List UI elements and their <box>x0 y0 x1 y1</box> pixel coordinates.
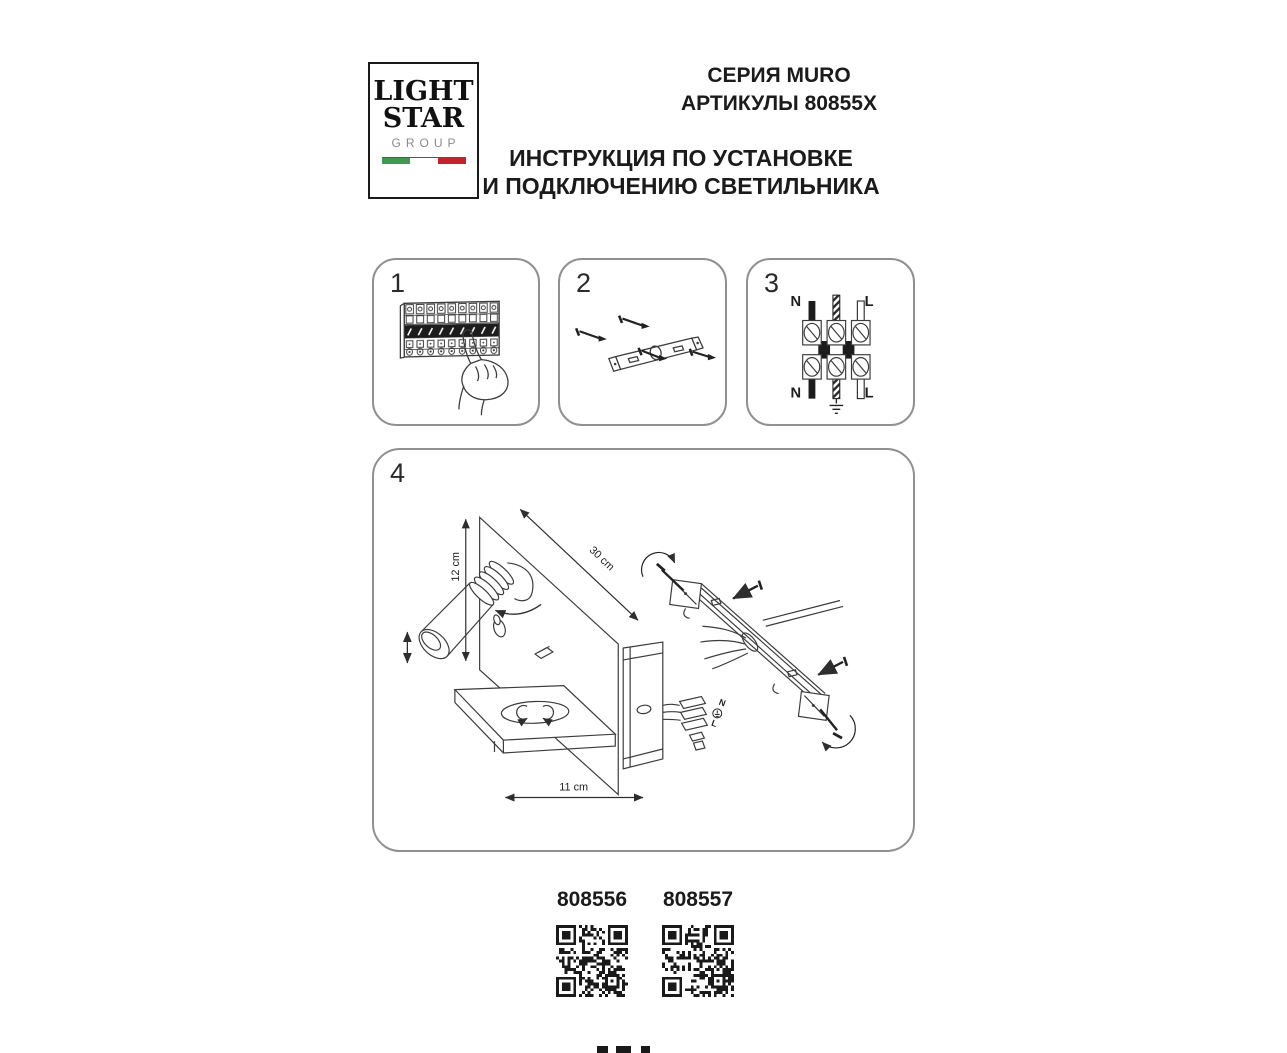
step-1-number: 1 <box>390 268 406 298</box>
screw <box>619 316 648 329</box>
dimension-11cm <box>505 782 643 798</box>
step-4-box <box>372 448 915 852</box>
qr-label-808556: 808556 <box>556 888 628 911</box>
connector-label-l: L <box>710 717 719 730</box>
cut-off-footer-text <box>641 1046 650 1053</box>
articles-title: АРТИКУЛЫ 80855X <box>681 92 877 115</box>
logo-word-star: STAR <box>382 103 465 134</box>
instruction-title <box>466 144 896 200</box>
live-wire-bottom <box>857 378 864 399</box>
earth-symbol <box>713 709 722 718</box>
series-title: СЕРИЯ MURO <box>707 64 851 87</box>
step-4-number: 4 <box>390 458 406 488</box>
wires <box>809 295 865 398</box>
logo-word-light: LIGHT <box>373 76 474 107</box>
instruction-title-line2: И ПОДКЛЮЧЕНИЮ СВЕТИЛЬНИКА <box>482 173 880 199</box>
connector-block <box>663 697 708 750</box>
rotation-arrow <box>822 715 855 748</box>
cut-off-footer-text <box>616 1046 631 1053</box>
qr-label-808557: 808557 <box>662 888 734 911</box>
anchor-screw <box>733 581 762 599</box>
side-mounting-panel <box>623 642 663 769</box>
flag-red-segment <box>438 158 466 164</box>
qr-code-808557 <box>662 925 734 997</box>
wire-label-n-top: N <box>790 293 802 310</box>
neutral-wire-top <box>809 301 816 322</box>
wire-label-l-bottom: L <box>864 385 874 402</box>
ground-wire-top <box>833 295 840 321</box>
screw <box>576 328 605 341</box>
anchor-screw <box>818 657 847 675</box>
instruction-title-line1: ИНСТРУКЦИЯ ПО УСТАНОВКЕ <box>509 145 853 171</box>
screw <box>820 709 842 738</box>
dim-11cm-label: 11 cm <box>559 781 589 794</box>
ground-symbol <box>830 399 844 414</box>
qr-code-808556 <box>556 925 628 997</box>
cut-off-footer-text <box>597 1046 608 1053</box>
neutral-wire-bottom <box>809 378 816 399</box>
title-block <box>604 62 954 118</box>
live-wire-top <box>857 301 864 322</box>
step-2-number: 2 <box>576 268 592 298</box>
dim-30cm-label: 30 cm <box>586 544 617 574</box>
step-3-box <box>746 258 915 426</box>
lamp-assembly-illustration <box>374 450 913 850</box>
italian-flag-stripe <box>382 157 466 164</box>
connector-wire-labels <box>710 697 727 729</box>
flag-white-segment <box>410 158 438 164</box>
wire-label-n-bottom: N <box>790 385 802 402</box>
breaker-panel <box>400 301 499 358</box>
step-3-number: 3 <box>764 268 780 298</box>
step-1-box <box>372 258 540 426</box>
screw <box>657 564 684 591</box>
spotlight-head <box>414 624 455 664</box>
ground-wire-bottom <box>833 378 840 399</box>
terminal-block <box>803 321 870 380</box>
mounting-bracket <box>609 337 703 371</box>
flag-green-segment <box>382 158 410 164</box>
step-2-box <box>558 258 727 426</box>
wire-label-l-top: L <box>864 293 874 310</box>
dim-12cm-label: 12 cm <box>449 552 462 582</box>
lightstar-logo <box>368 62 479 199</box>
logo-word-group: GROUP <box>391 136 461 150</box>
connector-label-n: N <box>717 696 727 709</box>
